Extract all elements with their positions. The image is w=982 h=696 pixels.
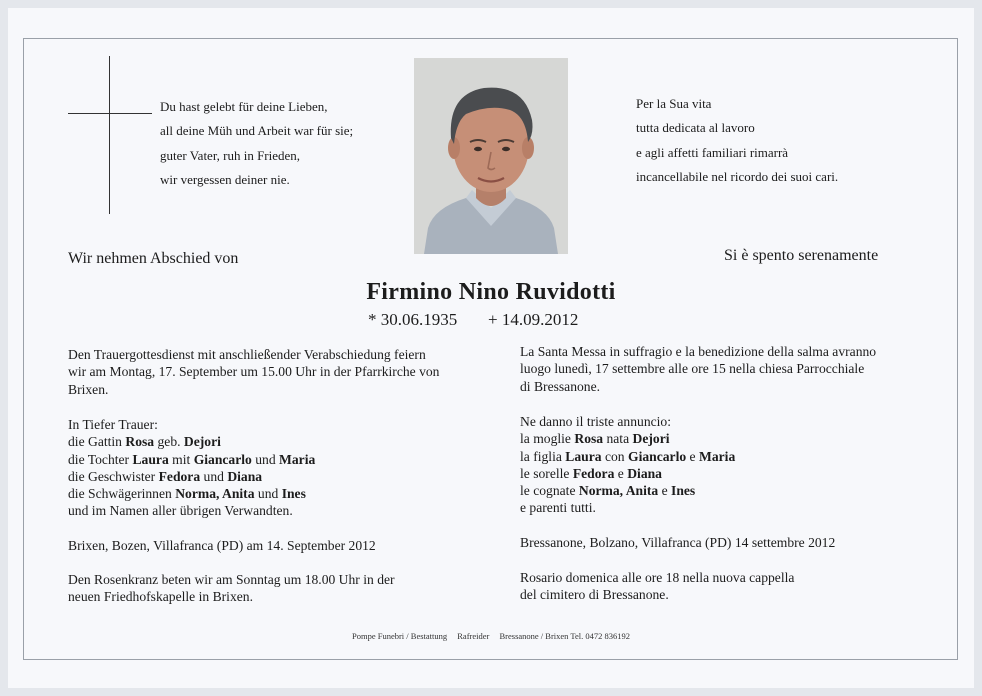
verse-line: Per la Sua vita (636, 96, 712, 111)
death-date: + 14.09.2012 (488, 310, 579, 329)
mourners-german (68, 416, 315, 520)
verse-line: wir vergessen deiner nie. (160, 171, 290, 187)
portrait-illustration (414, 58, 568, 254)
mourner-line: die Schwägerinnen Norma, Anita und Ines (68, 486, 306, 502)
verse-line: all deine Müh und Arbeit war für sie; (160, 123, 354, 139)
mourner-line: e parenti tutti. (520, 500, 596, 516)
text-line: Den Trauergottesdienst mit anschließender Verabschiedung feiern (68, 347, 426, 362)
rosary-italian (520, 569, 794, 604)
footer-contact: Bressanone / Brixen Tel. 0472 836192 (499, 631, 630, 641)
place-date-italian (520, 534, 835, 551)
funeral-home-footer (0, 631, 982, 641)
cross-symbol-horizontal (68, 113, 152, 114)
text-line: neuen Friedhofskapelle in Brixen. (68, 589, 253, 605)
mourner-line: die Gattin Rosa geb. Dejori (68, 434, 221, 450)
mourners-italian (520, 413, 735, 517)
verse-line: incancellabile nel ricordo dei suoi cari. (636, 168, 839, 184)
verse-italian (636, 92, 838, 189)
service-info-german (68, 346, 439, 398)
text-line: wir am Montag, 17. September um 15.00 Uhr in der Pfarrkirche von (68, 364, 440, 380)
verse-german (160, 95, 353, 192)
mourner-line: die Tochter Laura mit Giancarlo und Maria (68, 451, 316, 467)
cross-symbol-vertical (109, 56, 110, 214)
footer-service: Pompe Funebri / Bestattung (351, 631, 448, 641)
service-info-italian (520, 343, 876, 395)
birth-date: * 30.06.1935 (368, 310, 458, 329)
text-line: La Santa Messa in suffragio e la benedizione della salma avranno (520, 344, 877, 359)
mourner-line: und im Namen aller übrigen Verwandten. (68, 503, 293, 519)
text-line: Den Rosenkranz beten wir am Sonntag um 18.00 Uhr in der (68, 572, 395, 587)
deceased-name: Firmino Nino Ruvidotti (366, 279, 616, 305)
mourners-intro: In Tiefer Trauer: (68, 417, 158, 432)
mourner-line: le sorelle Fedora e Diana (520, 465, 662, 481)
mourners-intro: Ne danno il triste annuncio: (520, 414, 672, 429)
footer-company: Rafreider (457, 631, 490, 641)
text-line: di Bressanone. (520, 378, 601, 394)
mourner-line: la figlia Laura con Giancarlo e Maria (520, 448, 736, 464)
portrait-photo (414, 58, 568, 254)
farewell-heading-german: Wir nehmen Abschied von (68, 250, 239, 267)
mourner-line: die Geschwister Fedora und Diana (68, 468, 263, 484)
text-line: Bressanone, Bolzano, Villafranca (PD) 14 settembre 2012 (520, 535, 836, 550)
rosary-german (68, 571, 395, 606)
mourner-line: la moglie Rosa nata Dejori (520, 431, 670, 447)
verse-line: Du hast gelebt für deine Lieben, (160, 99, 328, 114)
text-line: Brixen, Bozen, Villafranca (PD) am 14. September 2012 (68, 538, 376, 553)
mourner-line: le cognate Norma, Anita e Ines (520, 483, 696, 499)
place-date-german (68, 537, 376, 554)
verse-line: tutta dedicata al lavoro (636, 120, 755, 136)
verse-line: e agli affetti familiari rimarrà (636, 144, 789, 160)
text-line: del cimitero di Bressanone. (520, 587, 669, 603)
text-line: luogo lunedì, 17 settembre alle ore 15 nella chiesa Parrocchiale (520, 361, 865, 377)
verse-line: guter Vater, ruh in Frieden, (160, 147, 301, 163)
farewell-heading-italian: Si è spento serenamente (724, 247, 879, 264)
text-line: Brixen. (68, 381, 109, 397)
text-line: Rosario domenica alle ore 18 nella nuova cappella (520, 570, 795, 585)
